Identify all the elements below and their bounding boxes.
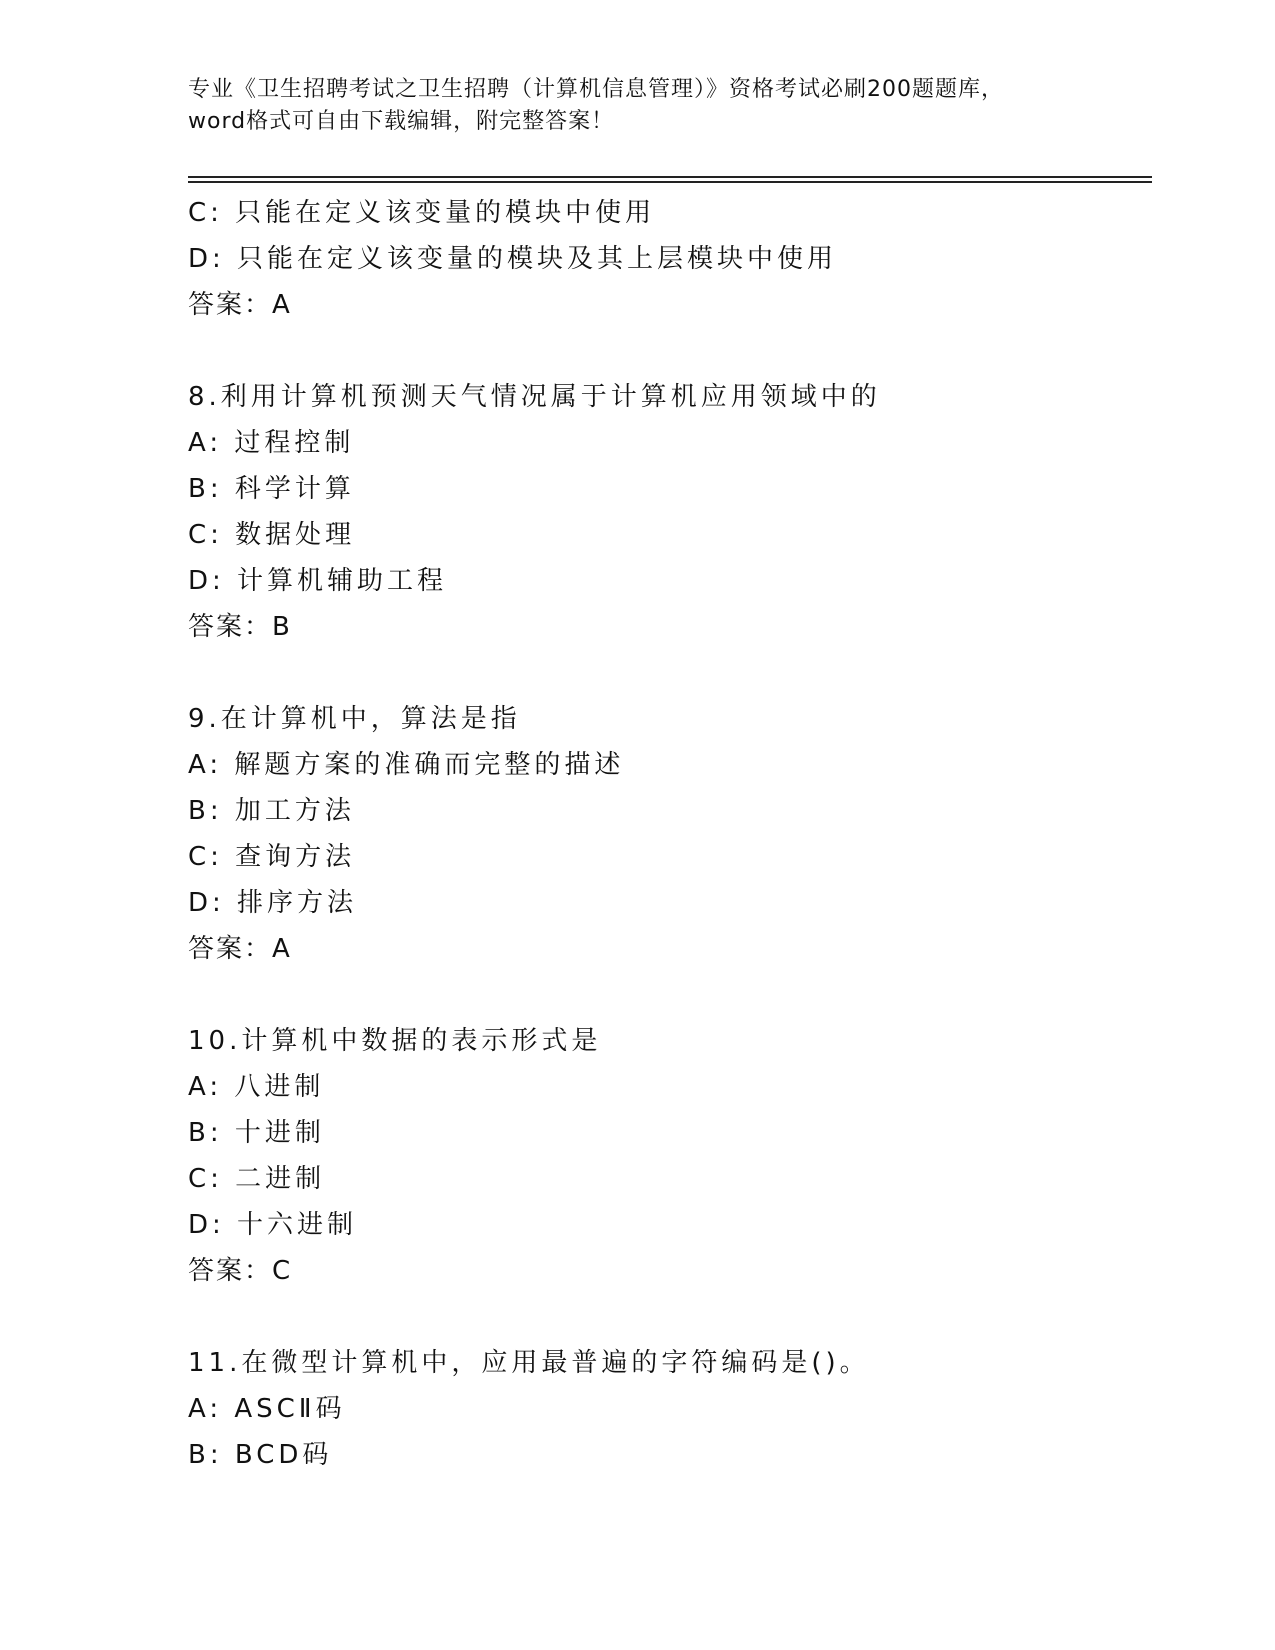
option-c: C: 查询方法 xyxy=(188,842,356,872)
option-a: A: 解题方案的准确而完整的描述 xyxy=(188,750,625,780)
option-c: C: 只能在定义该变量的模块中使用 xyxy=(188,198,656,228)
answer-line: 答案：A xyxy=(188,290,292,320)
header-title-line-1: 专业《卫生招聘考试之卫生招聘（计算机信息管理）》资格考试必刷200题题库， xyxy=(188,77,1004,102)
spacer xyxy=(188,650,1148,696)
spacer xyxy=(188,1294,1148,1340)
option-b: B: 科学计算 xyxy=(188,474,355,504)
spacer xyxy=(188,328,1148,374)
question-text: 10.计算机中数据的表示形式是 xyxy=(188,1026,602,1056)
option-c: C: 二进制 xyxy=(188,1164,326,1194)
spacer xyxy=(188,972,1148,1018)
option-d: D: 只能在定义该变量的模块及其上层模块中使用 xyxy=(188,244,838,274)
question-text: 11.在微型计算机中，应用最普遍的字符编码是()。 xyxy=(188,1348,870,1378)
option-d: D: 计算机辅助工程 xyxy=(188,566,448,596)
document-header xyxy=(188,74,1088,138)
question-block-9 xyxy=(188,696,1148,972)
option-a: A: 八进制 xyxy=(188,1072,325,1102)
option-b: B: 加工方法 xyxy=(188,796,355,826)
header-title-line-2: word格式可自由下载编辑，附完整答案！ xyxy=(188,109,615,134)
question-block-7 xyxy=(188,190,1148,328)
answer-line: 答案：A xyxy=(188,934,292,964)
option-d: D: 十六进制 xyxy=(188,1210,358,1240)
answer-line: 答案：B xyxy=(188,612,292,642)
option-b: B: 十进制 xyxy=(188,1118,325,1148)
option-a: A: 过程控制 xyxy=(188,428,355,458)
question-list xyxy=(188,190,1148,1478)
header-divider-bottom xyxy=(188,181,1152,183)
question-text: 8.利用计算机预测天气情况属于计算机应用领域中的 xyxy=(188,382,881,412)
question-block-10 xyxy=(188,1018,1148,1294)
option-d: D: 排序方法 xyxy=(188,888,358,918)
answer-line: 答案：C xyxy=(188,1256,293,1286)
option-a: A: ASCⅡ码 xyxy=(188,1394,346,1424)
option-c: C: 数据处理 xyxy=(188,520,356,550)
question-text: 9.在计算机中，算法是指 xyxy=(188,704,521,734)
option-b: B: BCD码 xyxy=(188,1440,333,1470)
question-block-8 xyxy=(188,374,1148,650)
header-divider-top xyxy=(188,176,1152,178)
question-block-11 xyxy=(188,1340,1148,1478)
